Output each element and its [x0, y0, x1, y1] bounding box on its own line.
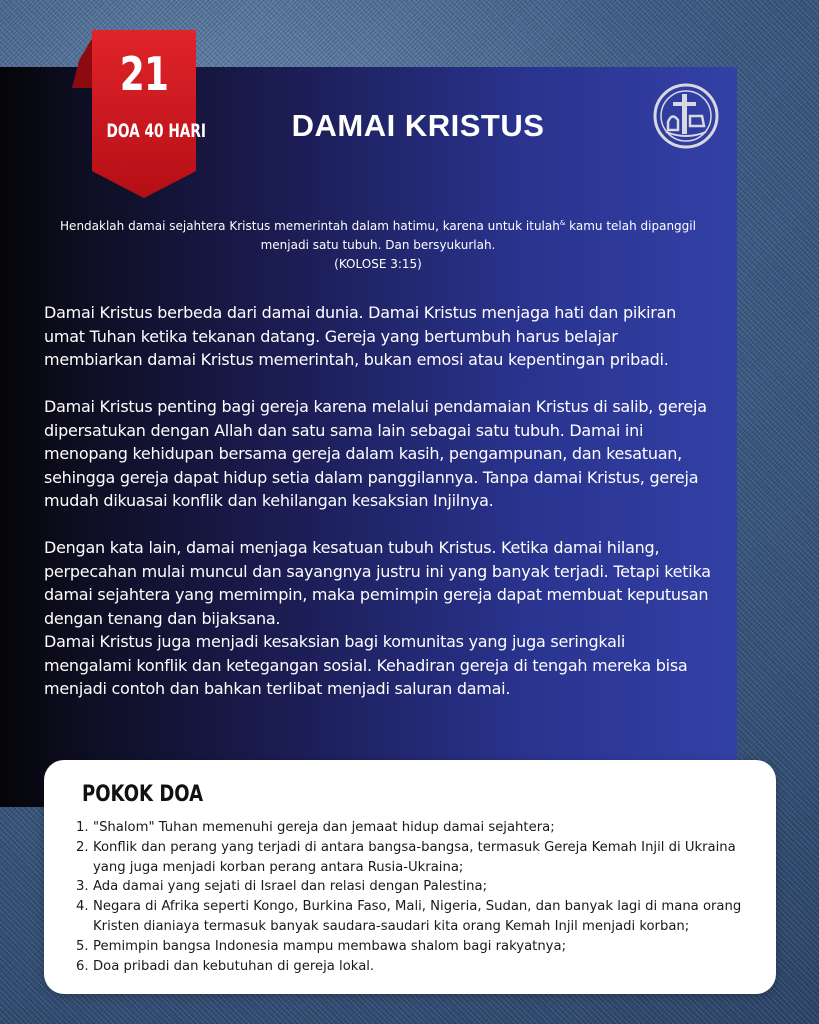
prayer-item [76, 957, 756, 977]
prayer-item-number: 4. [76, 899, 89, 915]
bible-verse [30, 214, 726, 274]
prayer-item [76, 877, 756, 897]
prayer-item-text: Pemimpin bangsa Indonesia mampu membawa shalom bagi rakyatnya; [93, 938, 567, 954]
prayer-title: POKOK DOA [82, 782, 204, 807]
prayer-item-text: Doa pribadi dan kebutuhan di gereja lokal. [93, 958, 375, 974]
verse-reference: (KOLOSE 3:15) [334, 257, 422, 271]
prayer-item-number: 6. [76, 958, 89, 974]
paragraph: Damai Kristus penting bagi gereja karena melalui pendamaian Kristus di salib, gereja dipersatukan dengan Allah dan satu sama lain sebagai satu tubuh. Damai ini menopang kehidupan bersama gereja dalam kasih, pengampunan, dan kesatuan, sehingga gereja dapat hidup setia dalam panggilannya. Tanpa damai Kristus, gereja mudah dikuasai konflik dan kehilangan kesaksian Injilnya. [44, 397, 707, 510]
prayer-item [76, 838, 756, 878]
verse-footnote: & [559, 219, 566, 227]
verse-text-b: kamu telah dipanggil [565, 219, 696, 233]
prayer-item-number: 2. [76, 839, 89, 855]
prayer-item-number: 1. [76, 820, 89, 835]
prayer-item [76, 897, 756, 937]
verse-text-a: Hendaklah damai sejahtera Kristus memerintah dalam hatimu, karena untuk itulah [60, 219, 560, 233]
prayer-item [76, 937, 756, 957]
devotion-body [44, 301, 714, 701]
prayer-item-text: Konflik dan perang yang terjadi di antara bangsa-bangsa, termasuk Gereja Kemah Injil di Ukraina yang juga menjadi korban perang antara Rusia-Ukraina; [93, 839, 736, 875]
verse-text-line2: menjadi satu tubuh. Dan bersyukurlah. [260, 238, 496, 252]
prayer-item-text: Ada damai yang sejati di Israel dan relasi dengan Palestina; [93, 879, 488, 895]
prayer-item-number: 3. [76, 879, 89, 895]
paragraph: Damai Kristus juga menjadi kesaksian bagi komunitas yang juga seringkali mengalami konflik dan ketegangan sosial. Kehadiran gereja di tengah mereka bisa menjadi contoh dan bahkan terlibat menjadi saluran damai. [44, 632, 688, 698]
prayer-item-number: 5. [76, 938, 89, 954]
prayer-item [76, 818, 756, 838]
paragraph: Damai Kristus berbeda dari damai dunia. Damai Kristus menjaga hati dan pikiran umat Tuhan ketika tekanan datang. Gereja yang bertumbuh harus belajar membiarkan damai Kristus memerintah, bukan emosi atau kepentingan pribadi. [44, 303, 677, 369]
day-number: 21 [119, 47, 169, 101]
prayer-item-text: Negara di Afrika seperti Kongo, Burkina Faso, Mali, Nigeria, Sudan, dan banyak lagi di mana orang Kristen dianiaya termasuk banyak saudara-saudari kita orang Kemah Injil menjadi korban; [93, 899, 742, 934]
paragraph: Dengan kata lain, damai menjaga kesatuan tubuh Kristus. Ketika damai hilang, perpecahan mulai muncul dan sayangnya justru ini yang banyak terjadi. Tetapi ketika damai sejahtera yang memimpin, maka pemimpin gereja dapat membuat keputusan dengan tenang dan bijaksana. [44, 538, 711, 628]
church-logo-icon [652, 82, 720, 150]
day-label: DOA 40 HARI [106, 120, 206, 142]
prayer-list [76, 818, 756, 976]
prayer-item-text: "Shalom" Tuhan memenuhi gereja dan jemaat hidup damai sejahtera; [93, 820, 555, 835]
page-title: DAMAI KRISTUS [291, 108, 545, 143]
